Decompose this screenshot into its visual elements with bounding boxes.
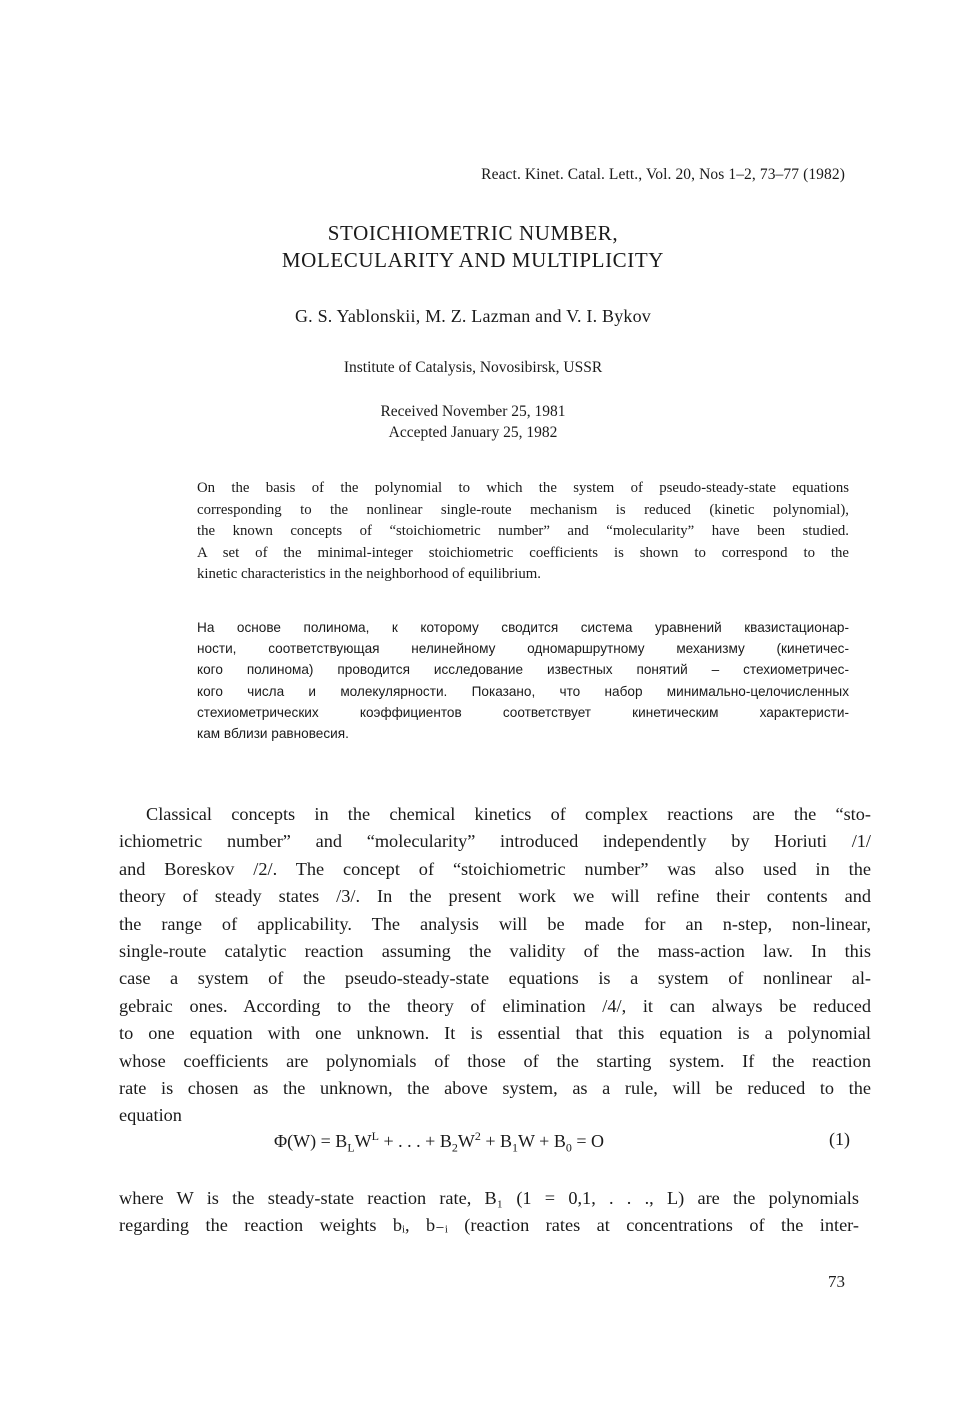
abstract-line: corresponding to the nonlinear single-route mechanism is reduced (kinetic polynomial), [197,501,849,518]
body-line: ichiometric number” and “molecularity” introduced independently by Horiuti /1/ [119,831,871,852]
body-line: single-route catalytic reaction assuming the validity of the mass-action law. In this [119,941,871,962]
equation-rhs: = O [571,1131,604,1151]
equation-subscript: 1 [512,1140,518,1155]
abstract-line: кого числа и молекулярности. Показано, что набор минимально-целочисленных [197,683,849,699]
equation-superscript: 2 [474,1129,481,1143]
equation-lhs: Φ(W) = [274,1131,336,1151]
body-line: and Boreskov /2/. The concept of “stoichiometric number” was also used in the [119,858,871,879]
institute: Institute of Catalysis, Novosibirsk, USSR [343,359,603,376]
page-number: 73 [828,1272,845,1291]
equation-number: (1) [829,1129,850,1149]
body-line: regarding the reaction weights bᵢ, b₋ᵢ (reaction rates at concentrations of the inter- [119,1215,859,1236]
equation-symbol: B [553,1131,566,1151]
equation-symbol: W [457,1131,475,1151]
equation-subscript: 0 [565,1140,572,1155]
body-line: to one equation with one unknown. It is essential that this equation is a polynomial [119,1023,871,1044]
equation-operator: + . . . + [379,1131,440,1151]
abstract-line: the known concepts of “stoichiometric number” and “molecularity” have been studied. [197,523,849,539]
body-paragraph [119,801,871,1130]
body-line: rate is chosen as the unknown, the above system, as a rule, will be reduced to the [119,1078,871,1099]
equation-subscript: 2 [451,1140,458,1155]
body-line: theory of steady states /3/. In the present work we will refine their contents and [119,886,871,907]
equation-operator: + [480,1131,500,1151]
equation-1 [274,1129,604,1156]
body-line: whose coefficients are polynomials of those of the starting system. If the reaction [119,1050,871,1071]
equation-symbol: B [439,1131,452,1151]
accepted-date: Accepted January 25, 1982 [388,424,558,441]
body-line: the range of applicability. The analysis will be made for an n-step, non-linear, [119,913,871,934]
body-line: Classical concepts in the chemical kinetics of complex reactions are the “sto- [146,804,871,824]
submission-dates [0,401,946,443]
title-line-1: STOICHIOMETRIC NUMBER, [327,221,619,245]
equation-subscript: L [347,1140,355,1155]
equation-symbol: W [354,1131,372,1151]
equation-superscript: L [371,1129,379,1143]
body-line: where W is the steady-state reaction rate, B₁ (1 = 0,1, . . ., L) are the polynomials [119,1188,859,1208]
equation-operator: + [534,1131,554,1151]
abstract-line: стехиометрических коэффициентов соответствует кинетическим характеристи- [197,704,849,720]
authors: G. S. Yablonskii, M. Z. Lazman and V. I. Bykov [294,306,652,326]
received-date: Received November 25, 1981 [380,403,566,420]
article-title [0,220,946,274]
equation-symbol: B [335,1131,348,1151]
abstract-line: A set of the minimal-integer stoichiometric coefficients is shown to correspond to the [197,544,849,561]
body-paragraph-continued [119,1185,859,1240]
abstract-line: На основе полинома, к которому сводится система уравнений квазистационар- [197,620,849,635]
body-line: gebraic ones. According to the theory of elimination /4/, it can always be reduced [119,995,871,1016]
abstract-line: кого полинома) проводится исследование известных понятий – стехиометричес- [197,662,849,678]
abstract-line: On the basis of the polynomial to which the system of pseudo-steady-state equations [197,480,849,496]
abstract-english [197,478,849,586]
journal-reference: React. Kinet. Catal. Lett., Vol. 20, Nos 1–2, 73–77 (1982) [481,166,845,183]
abstract-line: kinetic characteristics in the neighborhood of equilibrium. [197,566,541,582]
abstract-line: ности, соответствующая нелинейному одномаршрутному механизму (кинетичес- [197,641,849,657]
abstract-line: кам вблизи равновесия. [197,726,349,742]
body-line: case a system of the pseudo-steady-state equations is a system of nonlinear al- [119,968,871,989]
title-line-2: MOLECULARITY AND MULTIPLICITY [281,248,665,272]
body-line: equation [119,1105,182,1126]
equation-symbol: B [499,1131,512,1151]
abstract-russian [197,617,849,744]
equation-symbol: W [518,1131,535,1151]
